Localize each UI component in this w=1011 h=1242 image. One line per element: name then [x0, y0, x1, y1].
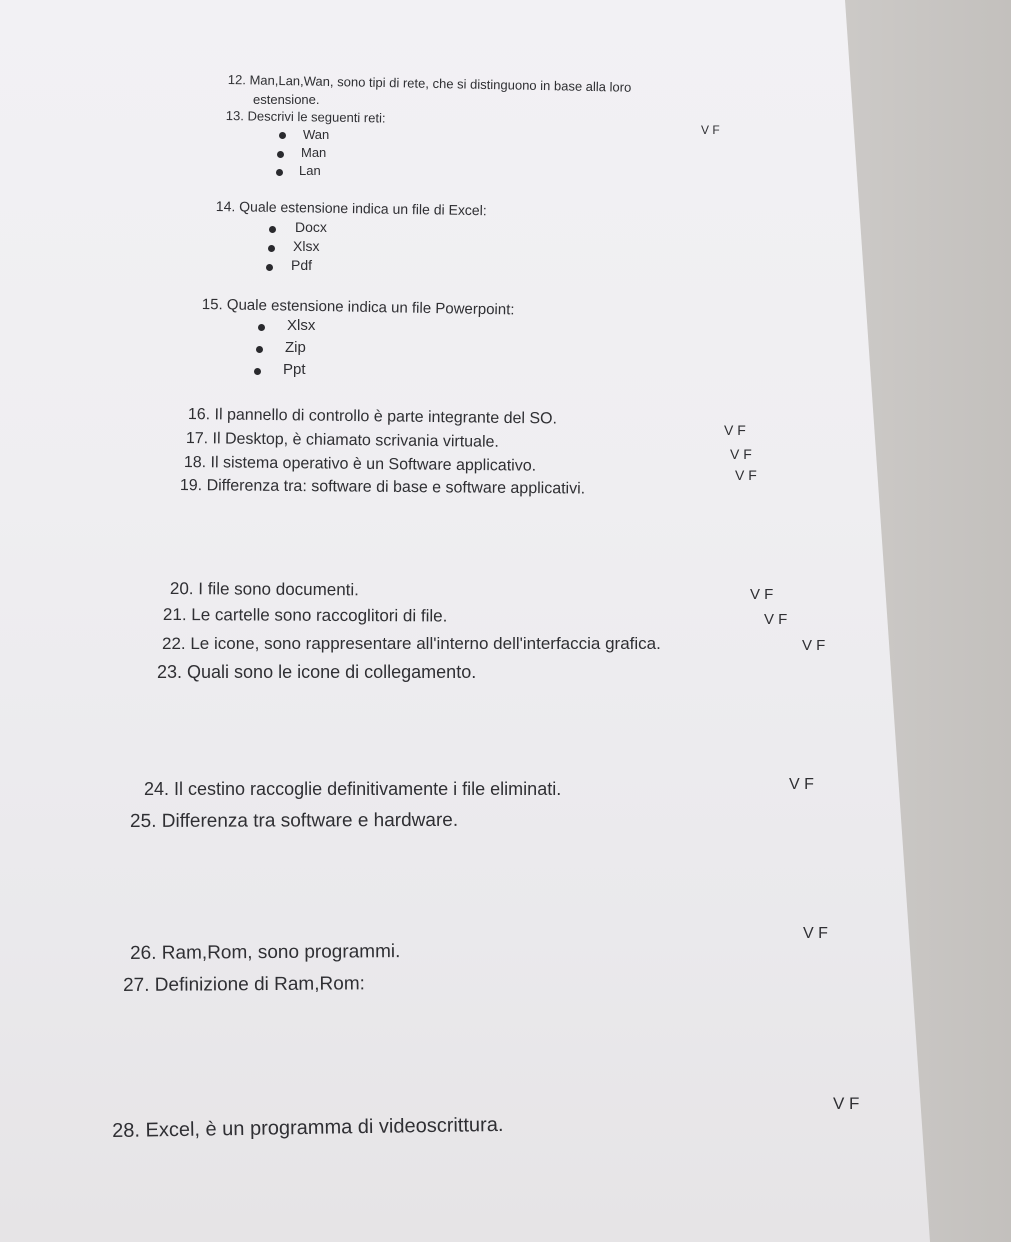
bullet-xlsx-2: Xlsx	[287, 317, 316, 334]
question-27: 27. Definizione di Ram,Rom:	[123, 973, 365, 996]
bullet-man: Man	[301, 145, 327, 160]
true-false-28: V F	[833, 1094, 860, 1113]
question-20: 20. I file sono documenti.	[169, 579, 360, 600]
bullet-wan: Wan	[303, 127, 330, 142]
question-14: 14. Quale estensione indica un file di Excel:	[215, 198, 487, 219]
bullet-dot	[269, 226, 276, 233]
question-16: 16. Il pannello di controllo è parte integrante del SO.	[187, 406, 558, 428]
true-false-13: V F	[701, 123, 720, 137]
question-15: 15. Quale estensione indica un file Powerpoint:	[201, 296, 515, 319]
bullet-dot	[276, 169, 283, 176]
question-13: 13. Descrivi le seguenti reti:	[225, 108, 386, 126]
question-21: 21. Le cartelle sono raccoglitori di file.	[162, 605, 448, 626]
question-18: 18. Il sistema operativo è un Software applicativo.	[183, 454, 537, 475]
question-24: 24. Il cestino raccoglie definitivamente i file eliminati.	[144, 779, 562, 799]
bullet-dot	[256, 346, 263, 353]
bullet-dot	[266, 264, 273, 271]
true-false-22: V F	[802, 637, 826, 654]
bullet-dot	[279, 132, 286, 139]
bullet-pdf: Pdf	[291, 257, 313, 273]
true-false-18: V F	[735, 467, 757, 483]
true-false-20: V F	[750, 586, 774, 603]
question-17: 17. Il Desktop, è chiamato scrivania virtuale.	[185, 430, 500, 451]
question-28: 28. Excel, è un programma di videoscrittura.	[112, 1113, 504, 1142]
bullet-docx: Docx	[295, 219, 327, 235]
question-12-continuation: estensione.	[253, 92, 320, 107]
bullet-xlsx: Xlsx	[293, 238, 320, 254]
true-false-17: V F	[730, 446, 752, 462]
bullet-zip: Zip	[285, 339, 306, 356]
question-23: 23. Quali sono le icone di collegamento.	[157, 662, 477, 682]
true-false-16: V F	[724, 422, 746, 438]
bullet-dot	[268, 245, 275, 252]
true-false-26: V F	[803, 925, 828, 942]
true-false-21: V F	[764, 611, 788, 628]
true-false-24: V F	[789, 776, 814, 793]
question-25: 25. Differenza tra software e hardware.	[130, 809, 459, 832]
bullet-ppt: Ppt	[283, 361, 306, 378]
bullet-dot	[254, 368, 261, 375]
question-26: 26. Ram,Rom, sono programmi.	[130, 941, 401, 964]
question-22: 22. Le icone, sono rappresentare all'interno dell'interfaccia grafica.	[162, 634, 661, 653]
question-12: 12. Man,Lan,Wan, sono tipi di rete, che si distinguono in base alla loro	[227, 72, 632, 95]
question-19: 19. Differenza tra: software di base e software applicativi.	[179, 477, 586, 498]
bullet-lan: Lan	[299, 163, 321, 178]
bullet-dot	[277, 151, 284, 158]
bullet-dot	[258, 324, 265, 331]
